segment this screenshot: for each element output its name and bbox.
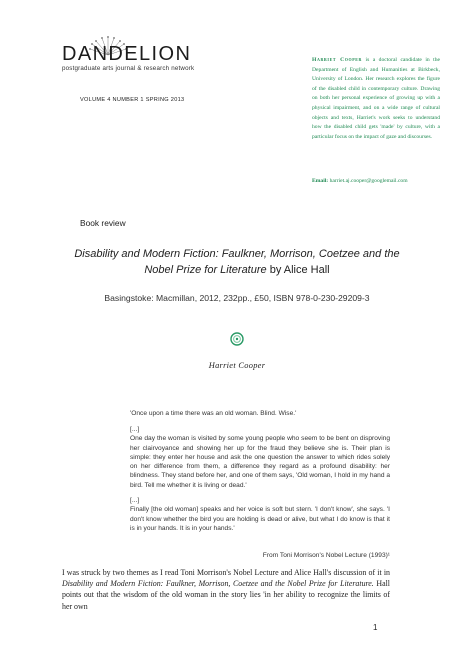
journal-logo xyxy=(62,44,202,72)
author-bio xyxy=(312,56,440,142)
bio-email xyxy=(312,178,452,184)
para-italic: Disability and Modern Fiction: Faulkner, Morrison, Coetzee and the Nobel Prize for Literature. xyxy=(62,579,374,589)
para-text: I was struck by two themes as I read Toni Morrison's Nobel Lecture and Alice Hall's discussion of it in xyxy=(62,568,390,577)
section-label: Book review xyxy=(80,218,126,228)
epigraph-line: 'Once upon a time there was an old woman. Blind. Wise.' xyxy=(130,410,297,417)
logo-wordmark: DANDELION xyxy=(62,43,192,65)
article-author: Harriet Cooper xyxy=(208,361,266,370)
epigraph-block: [...] Finally [the old woman] speaks and her voice is soft but stern. 'I don't know', she says. 'I don't know whether the bird you are holding is dead or alive, but what I do know is that it is in your hands. It is in your hands.' xyxy=(130,497,390,532)
issue-line: VOLUME 4 NUMBER 1 SPRING 2013 xyxy=(80,97,185,103)
article-title xyxy=(62,247,412,278)
epigraph-block: [...] One day the woman is visited by some young people who seem to be bent on disproving her clairvoyance and showing her up for the fraud they believe she is. Their plan is simple: they enter her house and ask the one question the answer to which rides solely on her difference from them, a difference they regard as a profound disability: her blindness. They stand before her, and one of them says, 'Old woman, I hold in my hand a bird. Tell me whether it is living or dead.' xyxy=(130,426,390,489)
logo-subtitle: postgraduate arts journal & research network xyxy=(62,65,195,72)
para-text: Hall points out that the wisdom of the old woman in the story lies 'in her ability to recognize the limits of her own xyxy=(62,579,390,611)
epigraph-attribution: From Toni Morrison's Nobel Lecture (1993)¹ xyxy=(262,552,390,559)
ornament-icon xyxy=(229,331,245,347)
bio-name: Harriet Cooper xyxy=(312,57,363,63)
title-rest: by Alice Hall xyxy=(266,263,330,276)
email-link[interactable]: harriet.aj.cooper@googlemail.com xyxy=(329,178,408,184)
publication-info: Basingstoke: Macmillan, 2012, 232pp., £50, ISBN 978-0-230-29209-3 xyxy=(104,293,370,303)
email-label: Email: xyxy=(312,178,329,184)
body-paragraph xyxy=(62,567,390,612)
title-italic: Disability and Modern Fiction: Faulkner, Morrison, Coetzee and the Nobel Prize for Literature xyxy=(74,248,400,276)
bio-text: is a doctoral candidate in the Department of English and Humanities at Birkbeck, University of London. Her research explores the figure of the disabled child in contemporary culture. Drawing on both her personal experience of growing up with a physical impairment, and on a wide range of cultural objects and texts, Harriet's work seeks to understand how the disabled child gets 'made' by culture, with a particular focus on the impact of gaze and discourses. xyxy=(312,57,440,140)
page-number: 1 xyxy=(373,623,378,632)
